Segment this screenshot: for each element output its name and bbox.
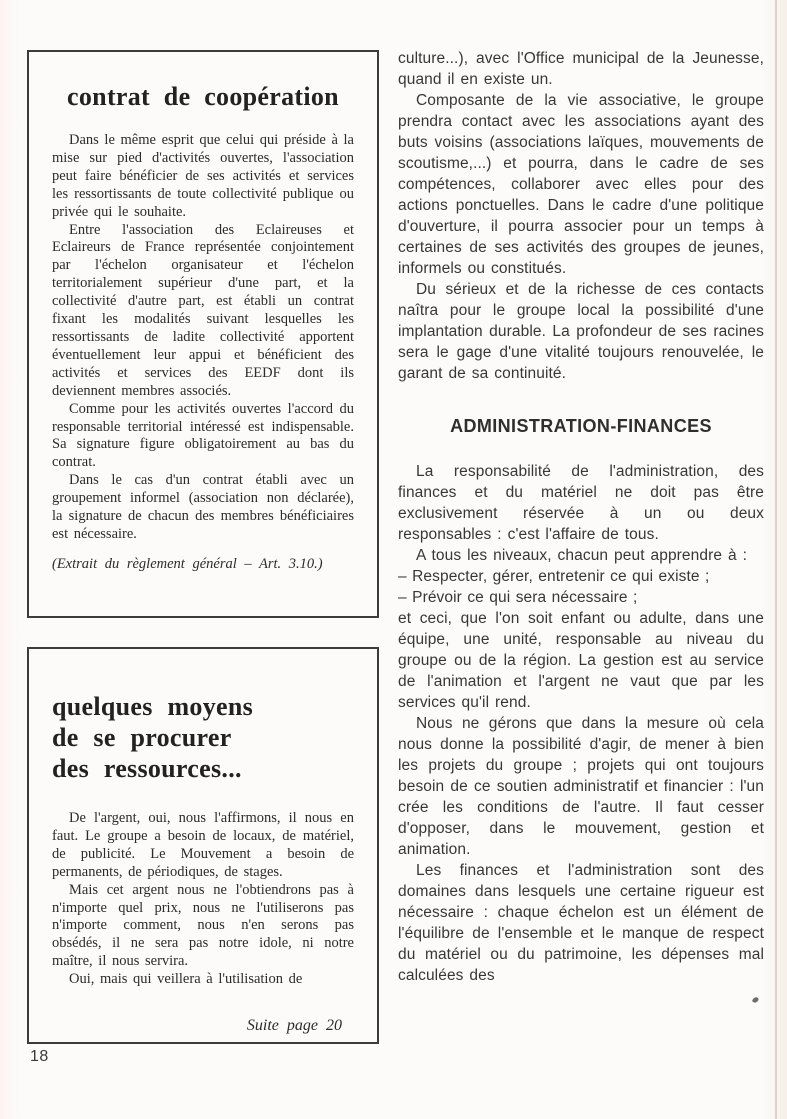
- article-box-ressources: [27, 647, 379, 1044]
- article-footnote-reglement: (Extrait du règlement général – Art. 3.10.): [52, 555, 323, 572]
- right-text-column: [398, 48, 764, 986]
- body-paragraph: culture...), avec l'Office municipal de la Jeunesse, quand il en existe un.: [398, 50, 764, 88]
- section-heading-administration-finances: ADMINISTRATION-FINANCES: [450, 416, 712, 436]
- article-title-ressources: [52, 691, 354, 784]
- body-paragraph: Nous ne gérons que dans la mesure où cela nous donne la possibilité d'agir, de mener à bien les projets du groupe ; projets qui ont toujours besoin de ce soutien administratif et financier : l'un crée les conditions de l'autre. Il faut cesser d'opposer, dans le mouvement, gestion et animation.: [398, 715, 764, 858]
- article-paragraph: De l'argent, oui, nous l'affirmons, il nous en faut. Le groupe a besoin de locaux, de matériel, de publicité. Le Mouvement a besoin de permanents, de périodiques, de stages.: [52, 810, 354, 880]
- article-box-contrat-de-cooperation: [27, 50, 379, 618]
- article-paragraph: Mais cet argent nous ne l'obtiendrons pas à n'importe quel prix, nous ne l'utiliserons pas n'importe comment, nous n'en serons pas obsédés, il ne sera pas notre idole, ni notre maître, il nous servira.: [52, 881, 354, 970]
- dash-list-item: – Respecter, gérer, entretenir ce qui existe ;: [398, 568, 710, 585]
- body-paragraph: A tous les niveaux, chacun peut apprendre à :: [416, 547, 748, 564]
- scan-artifact-speck: [752, 996, 760, 1004]
- article-paragraph: Oui, mais qui veillera à l'utilisation de: [69, 971, 303, 988]
- page-edge-line: [775, 0, 777, 1119]
- article-title-line: de se procurer: [52, 723, 232, 752]
- body-paragraph: Du sérieux et de la richesse de ces contacts naîtra pour le groupe local la possibilité d'une implantation durable. La profondeur de ses racines sera le gage d'une vitalité toujours renouvelée, le garant de sa continuité.: [398, 281, 764, 382]
- article-paragraph: Comme pour les activités ouvertes l'accord du responsable territorial intéressé est indispensable. Sa signature figure obligatoirement au bas du contrat.: [52, 400, 354, 471]
- article-paragraph: Entre l'association des Eclaireuses et Eclaireurs de France représentée conjointement par l'échelon organisateur et l'échelon territorialement supérieur d'une part, et la collectivité d'autre part, est établi un contrat fixant les modalités suivant lesquelles les ressortissants de ladite collectivité apportent éventuellement leur appui et bénéficient des activités et services des EEDF dont ils deviennent membres associés.: [52, 221, 354, 399]
- body-paragraph: La responsabilité de l'administration, des finances et du matériel ne doit pas être exclusivement réservée à un ou deux responsables : c'est l'affaire de tous.: [398, 463, 764, 543]
- article-paragraph: Dans le même esprit que celui qui préside à la mise sur pied d'activités ouvertes, l'association peut faire bénéficier de ses activités et services les ressortissants de toute collectivité publique ou privée qui le souhaite.: [52, 132, 354, 220]
- dash-list-item: – Prévoir ce qui sera nécessaire ;: [398, 589, 638, 606]
- article-paragraph: Dans le cas d'un contrat établi avec un groupement informel (association non déclarée), la signature de chacun des membres bénéficiaires est nécessaire.: [52, 472, 354, 542]
- article-title-line: des ressources...: [52, 754, 242, 783]
- continuation-note: Suite page 20: [246, 1017, 342, 1035]
- article-title-line: quelques moyens: [52, 692, 254, 721]
- page-number: 18: [30, 1048, 49, 1065]
- article-title-contrat: contrat de coopération: [67, 82, 339, 111]
- body-paragraph: et ceci, que l'on soit enfant ou adulte, dans une équipe, une unité, responsable au niveau du groupe ou de la région. La gestion est au service de l'animation et l'argent ne vaut que par les services qu'il rend.: [398, 610, 764, 711]
- body-paragraph: Les finances et l'administration sont des domaines dans lesquels une certaine rigueur est nécessaire : chaque échelon est un élément de l'équilibre de l'ensemble et le manque de respect du matériel ou du patrimoine, les dépenses mal calculées des: [398, 862, 764, 984]
- body-paragraph: Composante de la vie associative, le groupe prendra contact avec les associations ayant des buts voisins (associations laïques, mouvements de scoutisme,...) et pourra, dans le cadre de ses compétences, collaborer avec elles pour des actions ponctuelles. Dans le cadre d'une politique d'ouverture, il pourra associer pour un temps à certaines de ses activités des groupes de jeunes, informels ou constitués.: [398, 92, 764, 277]
